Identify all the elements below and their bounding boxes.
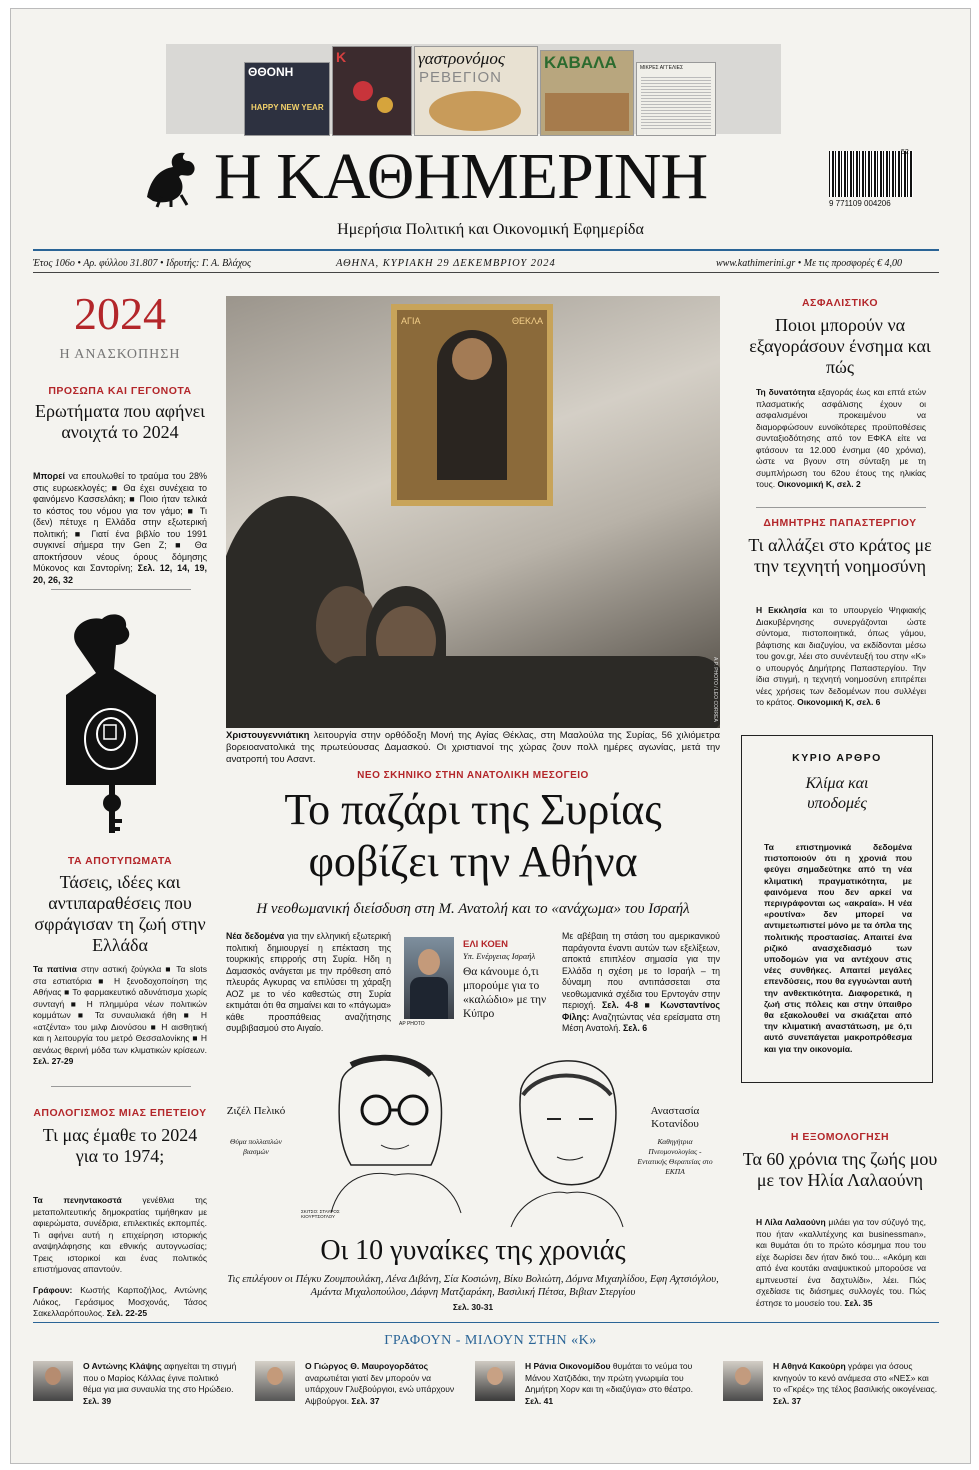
body-text: μιλάει για τον σύζυγό της, που ήταν «καλλιτέχνης και businessman», και θυμάται ότι το πρώτο κόσμημα που του είχε δωρίσει δεν ήταν δικό του... «Ακόμη και από ένα κουτάκι αναψυκτικού μπορούσε να εμπνευστεί ένα δαχτυλίδι», λέει. Πώς σχεδίασε τις διάσημες συλλογές του. Πώς έστησε το μουσείο του. bbox=[756, 1217, 926, 1308]
section-kicker: ΤΑ ΑΠΟΤΥΠΩΜΑΤΑ bbox=[67, 855, 173, 867]
editorial-headline[interactable]: Κλίμα και υποδομές bbox=[805, 775, 869, 812]
woman-1-name: Ζιζέλ Πελικό bbox=[226, 1105, 286, 1117]
supplement-gastronomos[interactable] bbox=[414, 46, 538, 136]
suit-shape bbox=[410, 977, 448, 1019]
article-body-lalaounis bbox=[756, 1217, 926, 1309]
body-text: να επουλωθεί το τραύμα του 28% στις ευρωεκλογές; ■ Θα έχει συνέχεια το φαινόμενο Κασσελάκη; ■ Ποιο ήταν τελικά το κόστος του νόμου για τον γάμο; ■ Τι (δεν) πέτυχε η Ελλάδα στην εξωτερική πολιτική; ■ Γιατί ένα βιβλίο του 1991 συγκινεί σήμερα την Gen Z; ■ Θα αποκτήσουν νέους όρους δόμησης Μύκονος και Σαντορίνη; bbox=[33, 471, 207, 573]
barcode-issue: 52 bbox=[901, 149, 909, 156]
main-kicker: ΝΕΟ ΣΚΗΝΙΚΟ ΣΤΗΝ ΑΝΑΤΟΛΙΚΗ ΜΕΣΟΓΕΙΟ bbox=[357, 770, 589, 781]
section-kicker: ΑΠΟΛΟΓΙΣΜΟΣ ΜΙΑΣ ΕΠΕΤΕΙΟΥ bbox=[33, 1107, 207, 1119]
tagline: Ημερήσια Πολιτική και Οικονομική Εφημερίδα bbox=[337, 221, 644, 238]
photo-eli-cohen[interactable] bbox=[404, 937, 454, 1019]
icon-label: ΑΓΙΑ bbox=[401, 316, 421, 326]
main-headline[interactable] bbox=[226, 784, 720, 888]
face-shape bbox=[487, 1367, 503, 1385]
divider bbox=[756, 507, 926, 508]
caption-lead: Χριστουγεννιάτικη bbox=[226, 730, 310, 741]
page-ref: Οικονομική Κ, σελ. 2 bbox=[775, 479, 861, 489]
saint-thekla-icon-frame bbox=[391, 304, 553, 506]
footer-item-mavrogordatos[interactable] bbox=[305, 1361, 460, 1407]
bread-icon bbox=[429, 91, 521, 131]
lead-word: ■ Κωνσταντίνος Φίλης: bbox=[562, 1000, 720, 1022]
headline-open-questions[interactable]: Ερωτήματα που αφήνει ανοιχτά το 2024 bbox=[35, 401, 205, 442]
footer-item-oikonomidou[interactable] bbox=[525, 1361, 705, 1407]
lead-word: Η Λίλα Λαλαούνη bbox=[756, 1217, 826, 1227]
info-rule bbox=[33, 272, 939, 273]
editorial-box bbox=[741, 735, 933, 1083]
editorial-kicker: ΚΥΡΙΟ ΑΡΘΡΟ bbox=[792, 752, 882, 764]
page-ref: Σελ. 27-29 bbox=[33, 1056, 74, 1066]
page-ref: Σελ. 35 bbox=[842, 1297, 873, 1308]
supplement-title: K bbox=[336, 49, 347, 65]
date-line: ΑΘΗΝΑ, ΚΥΡΙΑΚΗ 29 ΔΕΚΕΜΒΡΙΟΥ 2024 bbox=[336, 258, 556, 269]
main-subhead: Η νεοθωμανική διείσδυση στη Μ. Ανατολή και το «ανάχωμα» του Ισραήλ bbox=[256, 901, 690, 917]
foreground-shadow bbox=[326, 656, 720, 728]
body-text: στην αστική ζούγκλα ■ Τα slots στα εστιατόρια ■ Η ξενοδοχοποίηση της Αθήνας ■ Το φαρμακευτικό αδυνάτισμα χωρίς συνταγή ■ Η πλημμύρα νέων πολιτικών κομμάτων ■ Τα συναυλιακά ήθη ■ Η «ατζέντα» του μιλφ Διονύσου ■ Η αισθητική και η λειτουργία του μετρό Θεσσαλονίκης ■ Η αενάως θερινή μόδα των κλιματικών κρίσεων. bbox=[33, 964, 207, 1055]
lead-word: Η Ράνια Οικονομίδου bbox=[525, 1361, 611, 1371]
avatar-klapsis[interactable] bbox=[33, 1361, 73, 1401]
divider bbox=[51, 1086, 191, 1087]
page-ref: Σελ. 6 bbox=[620, 1023, 648, 1033]
lead-word: Η Αθηνά Κακούρη bbox=[773, 1361, 846, 1371]
classifieds-lines bbox=[641, 75, 711, 131]
top-rule bbox=[33, 249, 939, 251]
lead-word: Νέα δεδομένα bbox=[226, 931, 285, 941]
saint-face bbox=[452, 338, 492, 380]
photo-credit: AP PHOTO bbox=[399, 1021, 425, 1027]
page-ref: Σελ. 22-25 bbox=[104, 1308, 148, 1318]
article-body-insurance bbox=[756, 387, 926, 491]
woman-2-name: Αναστασία Κοτανίδου bbox=[650, 1105, 700, 1130]
supplement-k[interactable] bbox=[332, 46, 412, 136]
article-body-open-questions bbox=[33, 471, 207, 586]
avatar-oikonomidou[interactable] bbox=[475, 1361, 515, 1401]
woman-1-desc: Θύμα πολλαπλών βιασμών bbox=[230, 1137, 282, 1156]
face-shape bbox=[45, 1367, 61, 1385]
photo-credit: A.P. PHOTO / LEO CORREA bbox=[712, 657, 718, 722]
page-ref: Σελ. 41 bbox=[525, 1395, 554, 1406]
body-text: θυμάται το νεύμα του Μάνου Χατζιδάκι, την πρώτη γνωριμία του Δημήτρη Χορν και τη «διαζύγια» στο θέατρο. bbox=[525, 1361, 693, 1394]
woman-2-desc: Καθηγήτρια Πνευμονολογίας - Εντατικής Θεραπείας στο ΕΚΠΑ bbox=[637, 1137, 713, 1176]
footer-rule bbox=[33, 1322, 939, 1323]
divider bbox=[51, 589, 191, 590]
main-article-col3 bbox=[562, 931, 720, 1035]
article-body-ai-state bbox=[756, 605, 926, 709]
supplement-kavala[interactable] bbox=[540, 50, 634, 136]
review-label: Η ΑΝΑΣΚΟΠΗΣΗ bbox=[59, 347, 181, 362]
supplement-title: ΜΙΚΡΕΣ ΑΓΓΕΛΙΕΣ bbox=[640, 65, 684, 71]
newspaper-title: Η ΚΑΘΗΜΕΡΙΝΗ bbox=[214, 140, 708, 213]
sketch-anastasia-kotanidou[interactable] bbox=[501, 1049, 631, 1229]
footer-title: ΓΡΑΦΟΥΝ - ΜΙΛΟΥΝ ΣΤΗΝ «Κ» bbox=[384, 1333, 597, 1348]
supplement-title: ΘΘΟΝΗ bbox=[248, 65, 294, 79]
article-body-trends bbox=[33, 964, 207, 1068]
face-shape bbox=[267, 1367, 283, 1385]
griffin-logo-icon bbox=[141, 147, 203, 209]
interview-quote[interactable]: Θα κάνουμε ό,τι μπορούμε για το «καλώδιο» με την Κύπρο bbox=[463, 966, 547, 1020]
lead-word: Τα πατίνια bbox=[33, 964, 77, 974]
lead-word: Ο Αντώνης Κλάψης bbox=[83, 1361, 162, 1371]
supplement-classifieds[interactable] bbox=[636, 62, 716, 136]
house-key-illustration bbox=[56, 609, 166, 839]
supplement-title: γαστρονόμος bbox=[418, 49, 505, 68]
interviewee-name: ΕΛΙ ΚΟΕΝ bbox=[463, 939, 508, 950]
supplement-subtitle: ΡΕΒΕΓΙΟΝ bbox=[419, 69, 502, 86]
footer-item-kakouri[interactable] bbox=[773, 1361, 939, 1407]
lead-word: Η Εκκλησία bbox=[756, 605, 807, 615]
body-text: Κωστής Καρποζήλος, Αντώνης Λιάκος, Γεράσιμος Μοσχονάς, Τάσος Σακελλαρόπουλος. bbox=[33, 1285, 207, 1318]
section-kicker: Η ΕΞΟΜΟΛΟΓΗΣΗ bbox=[790, 1131, 890, 1143]
avatar-mavrogordatos[interactable] bbox=[255, 1361, 295, 1401]
main-headline-line1: Το παζάρι της Συρίας bbox=[284, 785, 662, 834]
barcode-number: 9 771109 004206 bbox=[829, 199, 891, 208]
newspaper-front-page bbox=[10, 8, 971, 1464]
page-ref: Σελ. 39 bbox=[83, 1395, 112, 1406]
headline-lalaounis[interactable]: Τα 60 χρόνια της ζωής μου με τον Ηλία Λαλαούνη bbox=[742, 1149, 938, 1190]
supplements-strip bbox=[166, 44, 781, 134]
lead-word: Τη δυνατότητα bbox=[756, 387, 816, 397]
body-text: αφηγείται τη στιγμή που ο Μαρίος Κάλλας έγινε πολιτικό θέμα για μια συναυλία της στο Ηρώδειο. bbox=[83, 1361, 237, 1394]
article-authors-1974 bbox=[33, 1285, 207, 1320]
lead-word: Γράφουν: bbox=[33, 1285, 73, 1295]
page-ref: Σελ. 12, 14, 19, 20, 26, 32 bbox=[33, 563, 207, 585]
face-shape bbox=[418, 949, 440, 975]
photo-caption bbox=[226, 730, 720, 766]
caption-text: λειτουργία στην ορθόδοξη Μονή της Αγίας Θέκλας, στη Μααλούλα της Συρίας, 56 χιλιόμετρα βορειοανατολικά της πρωτεύουσας Δαμασκού. Οι χριστιανοί της χώρας ζουν πολλ ημέρες αγωνίας, μετά την ανατροπή του Ασαντ. bbox=[226, 730, 720, 765]
drawing-credit: ΣΚΙΤΣΟ: ΣΤΑΥΡΟΣ ΚΙΟΥΡΤΣΟΓΛΟΥ bbox=[301, 1209, 340, 1219]
icon-label: ΘΕΚΛΑ bbox=[511, 316, 543, 326]
sketch-gisele-pelicot[interactable] bbox=[311, 1045, 471, 1215]
section-kicker: ΔΗΜΗΤΡΗΣ ΠΑΠΑΣΤΕΡΓΙΟΥ bbox=[763, 517, 917, 529]
ornament-icon bbox=[377, 97, 393, 113]
page-ref: Σελ. 37 bbox=[349, 1395, 380, 1406]
supplement-othoni[interactable] bbox=[244, 62, 330, 136]
supplement-title: ΚΑΒΑΛΑ bbox=[544, 53, 617, 72]
body-text: γενέθλια της μεταπολιτευτικής δημοκρατίας τιμήθηκαν με αφιερώματα, συνέδρια, επιλεκτικές εκπομπές. Τι αφήνει αυτή η επιχείρηση ιστορικής αναψηλάφησης και εθνικής αυτογνωσίας; Τρεις ιστορικοί και ένας πολιτικός επιστήμονας απαντούν. bbox=[33, 1195, 207, 1274]
body-text: και το υπουργείο Ψηφιακής Διακυβέρνησης συνεργάζονται ώστε σύντομα, πιστοποιητικά, όπως γάμου, βάφτισης και διαζυγίου, να εκδίδονται μέσω του gov.gr, λέει στο συνέντευξή του στην «Κ» ο υπουργός Δημήτρης Παπαστεργίου. Την ίδια στιγμή, η τεχνητή νοημοσύνη επιτρέπει νέες χρήσεις των δεδομένων που συλλέγει το κράτος. bbox=[756, 605, 926, 707]
article-body-1974 bbox=[33, 1195, 207, 1276]
lead-word: Μπορεί bbox=[33, 471, 65, 481]
barcode bbox=[829, 151, 913, 197]
section-kicker: ΠΡΟΣΩΠΑ ΚΑΙ ΓΕΓΟΝΟΤΑ bbox=[48, 385, 192, 397]
main-article-col1 bbox=[226, 931, 391, 1035]
body-text: Αναζητώντας νέα ερείσματα στη Μέση Ανατολή. bbox=[562, 1011, 720, 1033]
headline-insurance[interactable]: Ποιοι μπορούν να εξαγοράσουν ένσημα και πώς bbox=[749, 315, 931, 377]
face-shape bbox=[735, 1367, 751, 1385]
women-headline[interactable]: Οι 10 γυναίκες της χρονιάς bbox=[320, 1235, 626, 1266]
price-info: www.kathimerini.gr • Με τις προσφορές € 4,00 bbox=[716, 258, 903, 269]
year-2024: 2024 bbox=[74, 288, 166, 339]
interviewee-role: Υπ. Ενέργειας Ισραήλ bbox=[463, 951, 536, 961]
page-ref: Οικονομική Κ, σελ. 6 bbox=[794, 697, 881, 707]
main-photo-syria-monastery[interactable] bbox=[226, 296, 720, 728]
body-text: γράφει για όσους κινηγούν το κενό ανάμεσα στο «ΝΕΣ» και το «Γκρές» της τέλος βασιλικής οικογένειας. bbox=[773, 1361, 938, 1394]
issue-info: Έτος 106ο • Αρ. φύλλου 31.807 • Ιδρυτής: Γ. Α. Βλάχος bbox=[33, 258, 252, 269]
page-ref: Σελ. 4-8 bbox=[595, 1000, 639, 1010]
supplement-subtitle: HAPPY NEW YEAR bbox=[251, 103, 324, 112]
footer-item-klapsis[interactable] bbox=[83, 1361, 238, 1407]
headline-ai-state[interactable]: Τι αλλάζει στο κράτος με την τεχνητή νοημοσύνη bbox=[748, 535, 932, 576]
main-headline-line2: φοβίζει την Αθήνα bbox=[308, 837, 638, 886]
aqueduct-icon bbox=[545, 93, 629, 131]
page-ref: Σελ. 37 bbox=[773, 1395, 802, 1406]
body-text: για την ελληνική εξωτερική πολιτική δημιουργεί η επέκταση της τουρκικής επιρροής στη Συρία. Ηδη η Δαμασκός ανάγεται με την πρόθεση από πλευράς Αγκυρας να επιλύσει τη χάραξη ΑΟΖ με το νέο καθεστώς στη Συρία εκτιμάται ότι θα σημαίνει και το «πάγωμα» κάθε προσπάθειας αναζήτησης συμβιβασμού στο Αιγαίο. bbox=[226, 931, 391, 1033]
section-kicker: ΑΣΦΑΛΙΣΤΙΚΟ bbox=[801, 297, 879, 309]
ornament-icon bbox=[353, 81, 373, 101]
lead-word: Ο Γιώργος Θ. Μαυρογορδάτος bbox=[305, 1361, 429, 1371]
avatar-kakouri[interactable] bbox=[723, 1361, 763, 1401]
body-text: εξαγοράς έως και επτά ετών πλασματικής ασφάλισης έχουν οι ασφαλισμένοι προκειμένου να διαμορφώσουν ευνοϊκότερες προϋποθέσεις συνταξιοδότησης από τον ΕΦΚΑ είτε να φτάσουν τα 12.000 ένσημα (40 χρόνια), ώστε να βγουν στη σύνταξη με τη συμπλήρωση του 62ου έτους της ηλικίας τους. bbox=[756, 387, 927, 489]
women-page-ref: Σελ. 30-31 bbox=[452, 1302, 494, 1312]
editorial-body: Τα επιστημονικά δεδομένα πιστοποιούν ότι η χρονιά που φεύγει σημαδεύτηκε από τη νέα κλιματική πραγματικότητα, με φαινόμενα που δεν αρκεί να περιγράφονται ως «ακραία». Η νέα «ρουτίνα» δεν μπορεί να αντιμετωπιστεί μόνο με τα όπλα της πολιτικής προστασίας. Απαιτεί ένα ριζικό ανασχεδιασμό των υποδομών για να αντέχουν στις νέες συνθήκες. Απαιτεί μεγάλες επενδύσεις, που θα εγγυώνται αυτή την ανθεκτικότητα. Διαφορετικά, η ζωή στις πόλεις και στην ύπαιθρο θα εξακολουθεί να σκιάζεται από την κλιματική αναστάτωση, με ό,τι αυτό συνεπάγεται μακροπρόθεσμα και για την οικονομία. bbox=[764, 842, 912, 1054]
headline-trends[interactable]: Τάσεις, ιδέες και αντιπαραθέσεις που σφράγισαν τη ζωή στην Ελλάδα bbox=[34, 872, 206, 955]
body-text: αναρωτιέται γιατί δεν μπορούν να υπάρχουν Γλυξβούργιοι, ενώ υπάρχουν Αψβούργοι. bbox=[305, 1372, 455, 1406]
body-text: Με αβέβαιη τη στάση του αμερικανικού παράγοντα έναντι αυτών των εξελίξεων, αποκτά επιπλέον σημασία για την Ελλάδα η σχέση με το Ισραήλ – τη δύναμη που αντιπάσσεται στα νεοθωμανικά σχέδια του Ερντογάν στην περιοχή. bbox=[562, 931, 720, 1010]
women-list: Τις επιλέγουν οι Πέγκυ Ζουμπουλάκη, Λένα Διβάνη, Σία Κοσιώνη, Βίκυ Βολιώτη, Δόμνα Μιχαηλίδου, Εφη Αχτσιόγλου, Αμάντα Μιχαλοπούλου, Δάφνη Ματζιαράκη, Βασιλική Πέτσα, Βιβιαν Στεργίου bbox=[227, 1274, 719, 1298]
lead-word: Τα πενηντακοστά bbox=[33, 1195, 122, 1205]
headline-1974[interactable]: Τι μας έμαθε το 2024 για το 1974; bbox=[42, 1125, 198, 1166]
